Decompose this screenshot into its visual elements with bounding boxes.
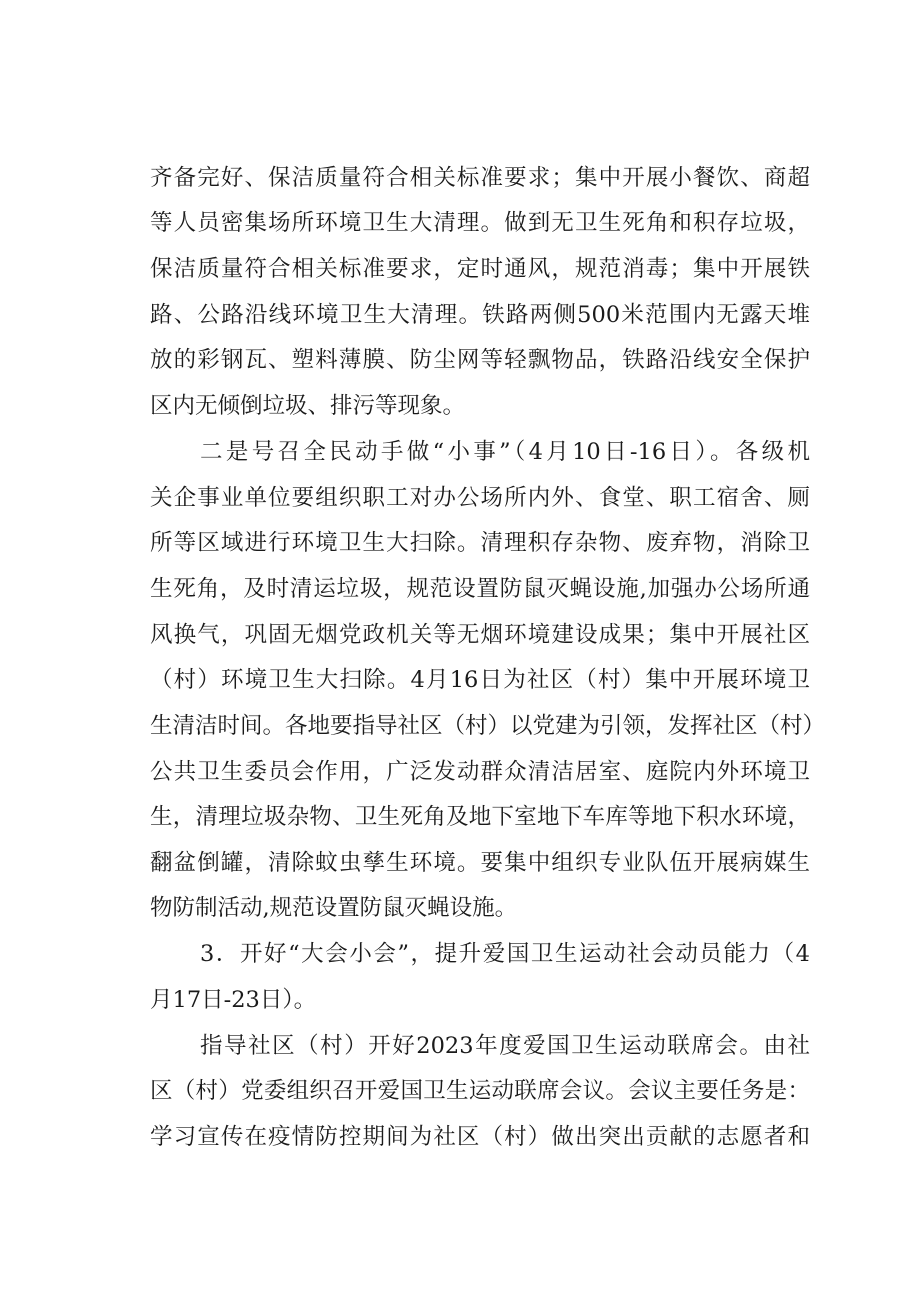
text-line: 放的彩钢瓦、塑料薄膜、防尘网等轻飘物品，铁路沿线安全保护 bbox=[150, 347, 810, 373]
text-line: 路、公路沿线环境卫生大清理。铁路两侧500米范围内无露天堆 bbox=[150, 302, 810, 328]
text-line: 生清洁时间。各地要指导社区（村）以党建为引领，发挥社区（村） bbox=[150, 713, 826, 739]
text-line: （村）环境卫生大扫除。4月16日为社区（村）集中开展环境卫 bbox=[150, 667, 810, 693]
text-line: 生死角，及时清运垃圾，规范设置防鼠灭蝇设施,加强办公场所通 bbox=[150, 576, 810, 602]
text-line: 等人员密集场所环境卫生大清理。做到无卫生死角和积存垃圾， bbox=[150, 210, 810, 236]
text-line: 关企事业单位要组织职工对办公场所内外、食堂、职工宿舍、厕 bbox=[150, 485, 810, 511]
text-line: 齐备完好、保洁质量符合相关标准要求；集中开展小餐饮、商超 bbox=[150, 165, 810, 191]
text-line: 生，清理垃圾杂物、卫生死角及地下室地下车库等地下积水环境， bbox=[150, 804, 810, 830]
paragraph-start-line: 指导社区（村）开好2023年度爱国卫生运动联席会。由社 bbox=[200, 1033, 810, 1059]
text-line: 风换气，巩固无烟党政机关等无烟环境建设成果；集中开展社区 bbox=[150, 622, 810, 648]
paragraph-start-line: 二是号召全民动手做“小事”（4月10日-16日）。各级机 bbox=[200, 439, 810, 465]
text-line: 物防制活动,规范设置防鼠灭蝇设施。 bbox=[150, 895, 518, 921]
text-line: 翻盆倒罐，清除蚊虫孳生环境。要集中组织专业队伍开展病媒生 bbox=[150, 850, 810, 876]
text-line: 所等区域进行环境卫生大扫除。清理积存杂物、废弃物，消除卫 bbox=[150, 530, 810, 556]
text-line: 学习宣传在疫情防控期间为社区（村）做出突出贡献的志愿者和 bbox=[150, 1124, 810, 1150]
text-line: 保洁质量符合相关标准要求，定时通风，规范消毒；集中开展铁 bbox=[150, 256, 810, 282]
text-line: 公共卫生委员会作用，广泛发动群众清洁居室、庭院内外环境卫 bbox=[150, 759, 810, 785]
text-line: 区（村）党委组织召开爱国卫生运动联席会议。会议主要任务是： bbox=[150, 1078, 810, 1104]
section-heading-line: 月17日-23日）。 bbox=[150, 987, 317, 1013]
text-line: 区内无倾倒垃圾、排污等现象。 bbox=[150, 393, 466, 419]
section-heading-line: 3．开好“大会小会”，提升爱国卫生运动社会动员能力（4 bbox=[200, 941, 810, 967]
